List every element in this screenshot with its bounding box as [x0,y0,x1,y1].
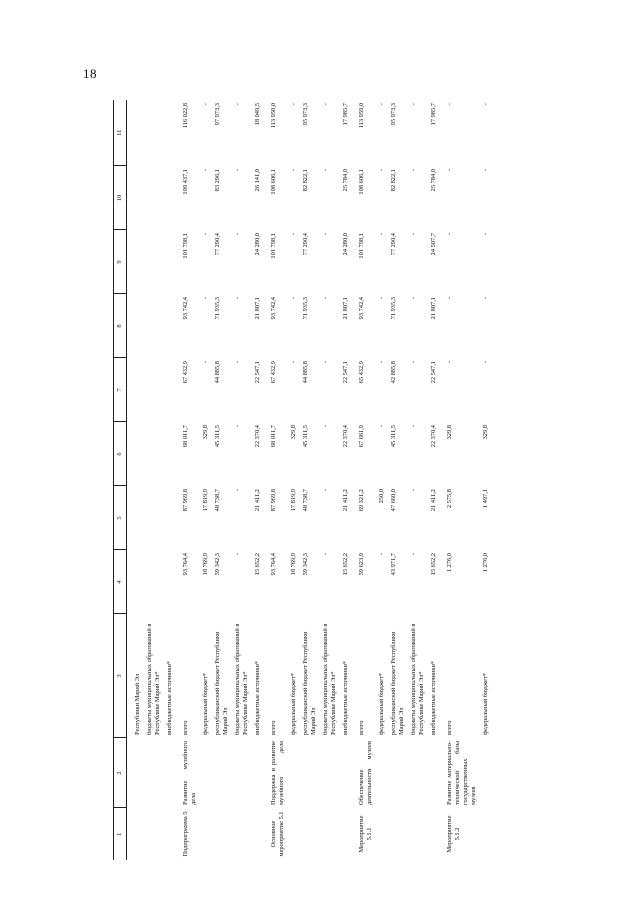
table-row [144,100,164,860]
column-number-row [114,100,127,860]
amount-cell: 42 885,8 [390,361,397,384]
amount-cell: - [482,103,489,106]
amount-cell: - [234,553,241,556]
amount-cell: 21 807,1 [342,297,349,320]
program-code-cell [320,808,340,860]
funding-source-cell: Республики Марий Эл [134,673,141,735]
amount-cell: - [446,169,453,172]
program-title-cell [376,738,388,808]
amount-cell: - [202,233,209,236]
amount-cell: 24 280,0 [254,233,261,256]
funding-source-cell: республиканский бюджет Республики Марий Эл [302,631,317,735]
program-title-cell [388,738,408,808]
amount-cell: - [290,103,297,106]
amount-cell: - [290,361,297,364]
amount-cell: 18 769,9 [202,553,209,576]
table-row [288,100,300,860]
program-title-cell [340,738,352,808]
amount-cell [144,100,164,166]
funding-source-cell: федеральный бюджет* [290,672,297,735]
amount-cell: - [446,233,453,236]
program-code-cell [300,808,320,860]
amount-cell: 21 807,1 [430,297,437,320]
amount-cell: 45 311,5 [214,425,221,448]
program-code-cell [340,808,352,860]
column-header: 4 [114,550,127,614]
amount-cell: 45 311,5 [302,425,309,448]
table-row [252,100,264,860]
table-row [320,100,340,860]
program-title-cell [252,738,264,808]
amount-cell: 25 784,0 [342,169,349,192]
amount-cell: - [482,361,489,364]
amount-cell: 1 497,1 [482,489,489,509]
table-row [164,100,176,860]
amount-cell: - [322,425,329,428]
amount-cell: - [410,489,417,492]
funding-source-cell: федеральный бюджет* [482,672,489,735]
amount-cell: 71 935,3 [302,297,309,320]
amount-cell: - [410,233,417,236]
funding-source-cell: бюджеты муниципальных образований в Республике Марий Эл* [322,623,337,735]
program-title-cell [300,738,320,808]
column-header: 10 [114,166,127,230]
amount-cell [144,294,164,358]
amount-cell: 83 296,1 [214,169,221,192]
amount-cell: 109 437,1 [182,169,189,195]
program-code-cell [480,808,492,860]
amount-cell: - [482,297,489,300]
amount-cell: 59 342,3 [302,553,309,576]
table-row [264,100,288,860]
amount-cell: - [290,169,297,172]
amount-cell: 25 784,0 [430,169,437,192]
amount-cell: 93 742,4 [182,297,189,320]
table-row [200,100,212,860]
program-code-cell [127,808,145,860]
funding-source-cell: республиканский бюджет Республики Марий Эл [214,631,229,735]
amount-cell: 1 276,0 [446,553,453,573]
program-title-cell [164,738,176,808]
amount-cell: - [378,361,385,364]
amount-cell: 21 411,2 [254,489,261,512]
funding-source-cell: республиканский бюджет Республики Марий Эл [390,631,405,735]
amount-cell: - [446,361,453,364]
amount-cell: - [234,169,241,172]
program-title-cell: Поддержка и развитие музейного дела [270,741,285,805]
amount-cell [127,422,145,486]
column-header: 7 [114,358,127,422]
amount-cell [127,294,145,358]
amount-cell [127,100,145,166]
funding-source-cell: бюджеты муниципальных образований в Республике Марий Эл* [234,623,249,735]
program-title-cell [144,738,164,808]
amount-cell: - [322,297,329,300]
amount-cell: - [482,233,489,236]
program-code-cell [164,808,176,860]
amount-cell: 87 969,8 [270,489,277,512]
amount-cell: - [446,103,453,106]
amount-cell: 67 681,9 [358,425,365,448]
program-title-cell [212,738,232,808]
program-title-cell: Развитие материально-технической базы государственных музеев [446,741,477,805]
rotated-table-container [113,100,630,860]
amount-cell [164,486,176,550]
amount-cell: - [446,297,453,300]
amount-cell: 43 971,7 [390,553,397,576]
amount-cell: - [410,425,417,428]
funding-source-cell: федеральный бюджет* [378,672,385,735]
funding-source-cell: всего [182,720,189,735]
program-title-cell [428,738,440,808]
amount-cell: 21 411,2 [430,489,437,512]
amount-cell: - [234,103,241,106]
funding-source-cell: всего [446,720,453,735]
program-code-cell [288,808,300,860]
table-row [232,100,252,860]
amount-cell: - [290,233,297,236]
program-code-cell [408,808,428,860]
amount-cell: 71 935,3 [390,297,397,320]
amount-cell: 101 798,1 [182,233,189,259]
amount-cell: 17 985,7 [342,103,349,126]
amount-cell: - [378,169,385,172]
amount-cell [164,550,176,614]
amount-cell: 59 623,9 [358,553,365,576]
table-row [340,100,352,860]
program-code-cell [252,808,264,860]
program-title-cell: Развитие музейного дела [182,741,197,805]
amount-cell: - [234,489,241,492]
amount-cell: 68 011,7 [270,425,277,448]
table-row [428,100,440,860]
table-body [127,100,493,860]
amount-cell: - [322,233,329,236]
column-header: 1 [114,808,127,860]
funding-source-cell: внебюджетные источники* [254,660,261,735]
amount-cell: - [234,361,241,364]
program-code-cell: Основное мероприятие 5.1 [270,811,285,857]
amount-cell: 329,8 [290,425,297,440]
amount-cell [127,166,145,230]
amount-cell: - [410,169,417,172]
amount-cell: 68 011,7 [182,425,189,448]
amount-cell: 101 798,1 [358,233,365,259]
amount-cell: 17 819,9 [202,489,209,512]
funding-source-cell: внебюджетные источники* [342,660,349,735]
amount-cell: 22 547,1 [430,361,437,384]
amount-cell: - [378,103,385,106]
amount-cell: 108 606,1 [270,169,277,195]
amount-cell: 250,0 [378,489,385,504]
amount-cell: - [410,103,417,106]
amount-cell: 18 049,5 [254,103,261,126]
amount-cell [164,358,176,422]
amount-cell: 77 290,4 [214,233,221,256]
amount-cell: 101 798,1 [270,233,277,259]
amount-cell: 77 290,4 [302,233,309,256]
table-row [480,100,492,860]
amount-cell [164,294,176,358]
amount-cell: - [378,233,385,236]
amount-cell: - [322,489,329,492]
program-title-cell [200,738,212,808]
amount-cell: 113 959,0 [358,103,365,129]
amount-cell: 48 738,7 [302,489,309,512]
amount-cell: 47 660,0 [390,489,397,512]
amount-cell [164,230,176,294]
program-code-cell [200,808,212,860]
program-title-cell: Обеспечение деятельности музеев [358,741,373,805]
amount-cell: 82 822,1 [390,169,397,192]
amount-cell: 22 370,4 [430,425,437,448]
amount-cell: 2 575,8 [446,489,453,509]
program-title-cell [232,738,252,808]
column-header: 11 [114,100,127,166]
table-row [176,100,200,860]
amount-cell: 44 885,8 [214,361,221,384]
amount-cell [144,550,164,614]
program-code-cell: Мероприятие 5.1.1 [358,815,373,853]
amount-cell: 93 742,4 [358,297,365,320]
program-title-cell [127,738,145,808]
amount-cell: 44 885,8 [302,361,309,384]
amount-cell: 77 290,4 [390,233,397,256]
amount-cell: 22 547,1 [254,361,261,384]
program-title-cell [320,738,340,808]
funding-source-cell: всего [270,720,277,735]
amount-cell: - [234,233,241,236]
amount-cell: - [202,361,209,364]
amount-cell: 329,8 [482,425,489,440]
program-code-cell [212,808,232,860]
amount-cell: 97 973,3 [214,103,221,126]
amount-cell [127,550,145,614]
amount-cell [144,230,164,294]
funding-source-cell: внебюджетные источники* [430,660,437,735]
amount-cell: 329,8 [202,425,209,440]
funding-source-cell: бюджеты муниципальных образований в Республике Марий Эл* [146,623,161,735]
amount-cell: - [290,297,297,300]
amount-cell: - [322,103,329,106]
amount-cell: - [482,169,489,172]
amount-cell: 17 819,9 [290,489,297,512]
column-header: 2 [114,738,127,808]
amount-cell: 15 652,2 [254,553,261,576]
funding-source-cell: внебюджетные источники* [166,660,173,735]
amount-cell: 93 742,4 [270,297,277,320]
amount-cell: 116 022,8 [182,103,189,129]
program-code-cell [376,808,388,860]
amount-cell: 15 652,2 [430,553,437,576]
amount-cell [164,166,176,230]
amount-cell: 93 764,4 [182,553,189,576]
amount-cell [144,486,164,550]
amount-cell: 26 141,0 [254,169,261,192]
column-header: 5 [114,486,127,550]
table-row [408,100,428,860]
funding-source-cell: бюджеты муниципальных образований в Республике Марий Эл* [410,623,425,735]
program-code-cell: Мероприятие 5.1.2 [446,815,461,853]
amount-cell: 82 822,1 [302,169,309,192]
amount-cell: - [234,425,241,428]
amount-cell: 113 958,0 [270,103,277,129]
amount-cell [127,230,145,294]
amount-cell: - [378,425,385,428]
table-row [300,100,320,860]
amount-cell: - [410,553,417,556]
amount-cell [127,486,145,550]
program-code-cell [388,808,408,860]
amount-cell: - [202,103,209,106]
amount-cell: - [410,297,417,300]
amount-cell: - [202,169,209,172]
amount-cell: 22 370,4 [254,425,261,448]
column-header: 3 [114,614,127,738]
amount-cell: 24 280,0 [342,233,349,256]
amount-cell: - [410,361,417,364]
amount-cell: 69 321,2 [358,489,365,512]
program-code-cell [232,808,252,860]
amount-cell: - [202,297,209,300]
program-code-cell [428,808,440,860]
amount-cell: 15 652,2 [342,553,349,576]
amount-cell: - [322,169,329,172]
program-code-cell: Подпрограмма 5 [182,811,189,857]
program-title-cell [480,738,492,808]
amount-cell: - [378,297,385,300]
amount-cell: 67 432,9 [182,361,189,384]
amount-cell: 1 276,0 [482,553,489,573]
table-row [440,100,480,860]
funding-source-cell: всего [358,720,365,735]
table-row [127,100,145,860]
program-title-cell [408,738,428,808]
table-row [352,100,376,860]
amount-cell: 24 507,7 [430,233,437,256]
program-code-cell [144,808,164,860]
amount-cell: 71 935,3 [214,297,221,320]
amount-cell [144,422,164,486]
amount-cell: - [234,297,241,300]
budget-table [113,100,492,860]
table-row [376,100,388,860]
amount-cell: 93 764,4 [270,553,277,576]
page-number: 18 [83,66,97,81]
column-header: 9 [114,230,127,294]
amount-cell: 65 432,9 [358,361,365,384]
amount-cell: 21 411,2 [342,489,349,512]
column-header: 8 [114,294,127,358]
amount-cell [144,166,164,230]
program-title-cell [288,738,300,808]
amount-cell: 18 769,9 [290,553,297,576]
table-row [212,100,232,860]
amount-cell [164,422,176,486]
amount-cell: 108 606,1 [358,169,365,195]
amount-cell [144,358,164,422]
amount-cell: 95 973,3 [390,103,397,126]
amount-cell: 22 370,4 [342,425,349,448]
amount-cell [164,100,176,166]
column-header: 6 [114,422,127,486]
amount-cell: 22 547,1 [342,361,349,384]
funding-source-cell: федеральный бюджет* [202,672,209,735]
amount-cell [127,358,145,422]
amount-cell: 17 985,7 [430,103,437,126]
amount-cell: 45 311,5 [390,425,397,448]
amount-cell: - [322,361,329,364]
amount-cell: 67 432,9 [270,361,277,384]
amount-cell: 95 973,3 [302,103,309,126]
amount-cell: 48 738,7 [214,489,221,512]
amount-cell: - [378,553,385,556]
amount-cell: 21 807,1 [254,297,261,320]
table-row [388,100,408,860]
amount-cell: 59 342,3 [214,553,221,576]
amount-cell: 329,8 [446,425,453,440]
amount-cell: 87 969,8 [182,489,189,512]
amount-cell: - [322,553,329,556]
